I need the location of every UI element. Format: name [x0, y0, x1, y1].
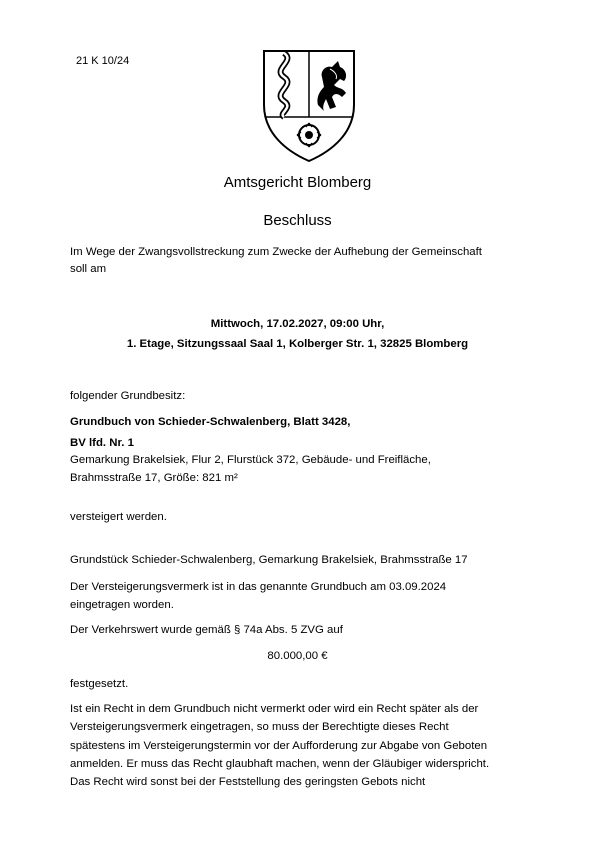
valuation-intro: Der Verkehrswert wurde gemäß § 74a Abs. 5 ZVG auf — [70, 624, 343, 636]
parcel-line: Gemarkung Brakelsiek, Flur 2, Flurstück 372, Gebäude- und Freifläche, — [70, 454, 431, 466]
registration-line: Der Versteigerungsvermerk ist in das genannte Grundbuch am 03.09.2024 — [70, 581, 447, 593]
appointment-location: 1. Etage, Sitzungssaal Saal 1, Kolberger Str. 1, 32825 Blomberg — [126, 338, 469, 350]
appointment-block — [0, 314, 595, 354]
property-intro: folgender Grundbesitz: — [70, 390, 186, 402]
intro-line: soll am — [70, 263, 107, 275]
parcel-description — [70, 451, 431, 487]
land-register-line: Grundbuch von Schieder-Schwalenberg, Blatt 3428, — [70, 416, 351, 428]
rights-line: anmelden. Er muss das Recht glaubhaft machen, wenn der Gläubiger widerspricht. — [70, 757, 490, 770]
rights-line: Ist ein Recht in dem Grundbuch nicht vermerkt oder wird ein Recht später als der — [70, 703, 479, 715]
registration-note — [70, 578, 446, 614]
intro-paragraph — [70, 244, 482, 278]
auction-sentence: versteigert werden. — [70, 511, 167, 523]
land-register-line: BV lfd. Nr. 1 — [70, 437, 134, 449]
parcel-line: Brahmsstraße 17, Größe: 821 m² — [70, 472, 238, 484]
land-register — [70, 412, 350, 454]
rights-line: spätestens im Versteigerungstermin vor der Aufforderung zur Abgabe von Geboten — [70, 739, 488, 752]
decision-title: Beschluss — [263, 212, 332, 229]
appointment-date: Mittwoch, 17.02.2027, 09:00 Uhr, — [210, 318, 385, 330]
intro-line: Im Wege der Zwangsvollstreckung zum Zwecke der Aufhebung der Gemeinschaft — [70, 246, 482, 258]
property-summary: Grundstück Schieder-Schwalenberg, Gemarkung Brakelsiek, Brahmsstraße 17 — [70, 554, 468, 566]
case-reference: 21 K 10/24 — [76, 55, 130, 67]
nrw-coat-of-arms-icon — [260, 47, 358, 165]
valuation-amount: 80.000,00 € — [267, 650, 328, 662]
rights-line: Versteigerungsvermerk eingetragen, so muss der Berechtigte dieses Recht — [70, 721, 449, 734]
valuation-end: festgesetzt. — [70, 678, 129, 690]
court-name: Amtsgericht Blomberg — [223, 174, 372, 191]
registration-line: eingetragen worden. — [70, 599, 174, 611]
rights-line: Das Recht wird sonst bei der Feststellung des geringsten Gebots nicht — [70, 776, 426, 789]
rights-notice — [70, 700, 489, 791]
